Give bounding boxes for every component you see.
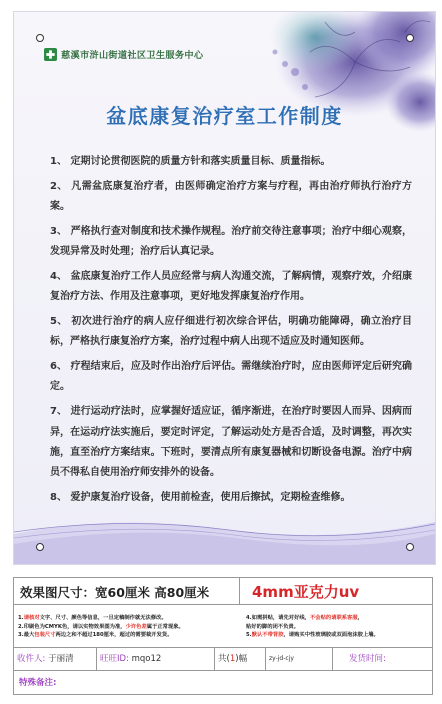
note-text: 4.如需拼贴，请先对好线， [246,615,310,621]
effect-size: 效果图尺寸：宽60厘米 高80厘米 [20,585,210,600]
recipient-value: 于丽清 [48,654,74,664]
note-line [246,623,379,632]
rules-list [50,152,412,513]
hole-bottom-right [406,543,414,551]
recipient-cell [14,648,97,670]
rule-item: 5、 初次进行治疗的病人应仔细进行初次综合评估，明确功能障碍，确立治疗目标，严格执行康复治疗方案，治疗过程中病人出现不适应及时通知医师。 [50,316,412,348]
rule-item: 3、 严格执行查对制度和技术操作规程。治疗前交待注意事项；治疗中细心观察，发现异常及时处理；治疗后认真记录。 [50,225,412,258]
recipient-label: 收件人: [17,654,46,664]
hole-top-left [36,34,44,42]
ship-label: 发货时间: [349,654,386,664]
note-highlight: 请核对 [23,615,40,621]
special-label: 特殊备注: [19,678,57,688]
material: 4mm亚克力uv [252,583,360,601]
wangwang-label: 旺旺ID: [100,654,129,664]
ship-cell [333,648,432,670]
notes-left [18,614,184,640]
poster [13,11,436,565]
note-text: 5. [246,632,252,638]
note-line [18,623,184,632]
rule-item: 7、 进行运动疗法时，应掌握好适应证，循序渐进，在治疗时要因人而异、因病而异，在运动疗法实施后，要定时评定，了解运动处方是否合适，及时调整，再次实施，直至治疗方案结束。下班时，要清点所有康复器械和切断设备电源。治疗中病员不得私自使用治疗师安排外的设备。 [50,406,412,479]
hole-top-right [406,34,414,42]
note-text: 3.最大 [18,632,35,638]
hole-bottom-left [36,543,44,551]
notes-row [14,605,432,648]
count-cell [215,648,266,670]
note-text: 2.印刷色为CMYK色，请以实物效果图为准， [18,623,126,630]
header-org [44,47,203,61]
order-info-table [13,577,433,695]
note-text: ， [357,615,363,621]
poster-title: 盆底康复治疗室工作制度 [106,104,343,128]
wangwang-cell [97,648,215,670]
note-text: 贴好的脚的闭不负责。 [246,623,299,630]
note-text: ，请购买中性玻璃胶或双面泡沫胶上墙。 [283,632,379,638]
note-highlight: 不会贴的请联系客服 [309,615,358,621]
material-cell [239,578,433,604]
rule-item: 4、 盆底康复治疗工作人员应经常与病人沟通交流，了解病情，观察疗效，介绍康复治疗方法、作用及注意事项，更好地发挥康复治疗作用。 [50,270,412,303]
org-name: 慈溪市浒山街道社区卫生服务中心 [61,50,204,61]
code-cell [266,648,333,670]
note-text: 两边之和不超过180厘米，超过的需要裁开发货。 [55,632,173,638]
size-row [14,578,432,605]
recipient-row [14,648,432,671]
note-line [18,631,184,640]
notes-right [246,614,379,640]
note-highlight: 默认不带背胶 [251,632,284,638]
rule-item: 8、 爱护康复治疗设备，使用前检查，使用后擦拭，定期检查维修。 [50,491,351,503]
rule-item: 6、 疗程结束后，应及时作出治疗后评估。需继续治疗时，应由医师评定后研究确定。 [50,361,412,393]
rule-item: 1、 定期讨论贯彻医院的质量方针和落实质量目标、质量指标。 [50,156,331,167]
count-prefix: 共( [218,654,230,664]
note-text: 文字、尺寸、颜色等信息，一旦定稿制作就无法修改。 [39,615,167,621]
note-line [246,614,379,623]
note-highlight: 少许色差 [125,623,147,630]
special-row [14,671,432,694]
rule-item: 2、 凡需盆底康复治疗者，由医师确定治疗方案与疗程，再由治疗师执行治疗方案。 [50,180,412,213]
note-text: 1. [18,615,24,621]
count-suffix: )幅 [235,654,248,664]
flower-decoration [205,11,436,162]
note-line [18,614,184,623]
wangwang-value: mqo12 [131,654,162,664]
note-text: 属于正常现象。 [146,623,184,630]
note-highlight: 包装尺寸 [34,632,56,638]
health-logo-icon [44,48,57,61]
note-line [246,631,379,640]
order-code: zy-jd-cjy [269,655,294,662]
count-value: 1 [229,654,236,664]
